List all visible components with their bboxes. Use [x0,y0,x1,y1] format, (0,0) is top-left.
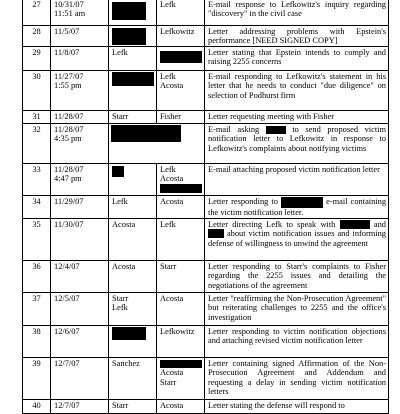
from-cell [109,325,157,357]
table-row [23,292,389,325]
to-cell: Lefk Acosta [157,70,205,110]
row-number: 36 [23,260,51,292]
redaction-block [160,184,202,193]
from-to-cell [109,123,205,163]
to-cell: Lefk Acosta [157,163,205,195]
date-cell: 12/7/07 [51,399,109,413]
description-cell: E-mail asking to send proposed victim notification letter to Lefkowitz in response to Lefkowitz's complaints about notifying victims [205,123,389,163]
table-row [23,195,389,218]
table-row [23,0,389,26]
description-cell: Letter stating that Epstein intends to comply and raising 2255 concerns [205,46,389,70]
to-cell: Acosta [157,399,205,413]
date-cell: 11/30/07 [51,218,109,260]
description-cell: Letter responding to victim notification objections and attaching revised victim notification letter [205,325,389,357]
from-cell [109,26,157,47]
table-row [23,399,389,413]
description-cell: Letter containing signed Affirmation of the Non-Prosecution Agreement and Addendum and requesting a delay in sending victim notification letters [205,357,389,399]
redaction-block [160,51,202,63]
description-cell: Letter responding to Starr's complaints to Fisher regarding the 2255 issues and detailing the negotiations of the agreement [205,260,389,292]
description-cell: E-mail response to Lefkowitz's inquiry regarding "discovery" in the civil case [205,0,389,26]
row-number: 40 [23,399,51,413]
to-cell: Lefkowitz [157,26,205,47]
date-cell: 10/31/07 11:51 am [51,0,109,26]
to-cell [157,46,205,70]
table-row [23,163,389,195]
table-row [23,70,389,110]
row-number: 39 [23,357,51,399]
date-cell: 11/28/07 [51,110,109,123]
date-cell: 11/5/07 [51,26,109,47]
row-number: 30 [23,70,51,110]
row-number: 37 [23,292,51,325]
row-number: 38 [23,325,51,357]
row-number: 28 [23,26,51,47]
to-cell: Starr [157,260,205,292]
from-cell [109,163,157,195]
description-cell: Letter directing Lefk to speak with and about victim notification issues and informing defense of willingness to unwind the agreement [205,218,389,260]
document-table [22,0,389,414]
date-cell: 12/5/07 [51,292,109,325]
date-cell: 12/4/07 [51,260,109,292]
row-number: 31 [23,110,51,123]
table-row [23,46,389,70]
table-row [23,325,389,357]
date-cell: 11/8/07 [51,46,109,70]
to-cell: Acosta [157,292,205,325]
redaction-block [281,197,323,208]
redaction-block [111,125,181,142]
description-cell: Letter addressing problems with Epstein's performance [NEED SIGNED COPY] [205,26,389,47]
row-number: 32 [23,123,51,163]
from-cell: Lefk [109,46,157,70]
table-row [23,357,389,399]
row-number: 27 [23,0,51,26]
description-cell: Letter responding to e-mail containing the victim notification letter. [205,195,389,218]
description-cell: Letter requesting meeting with Fisher [205,110,389,123]
redaction-block [112,166,124,177]
to-cell: Lefkowitz [157,325,205,357]
from-cell: Acosta [109,260,157,292]
table-row [23,26,389,47]
from-cell [109,0,157,26]
from-cell: Lefk [109,195,157,218]
to-cell: Fisher [157,110,205,123]
redaction-block [266,126,286,134]
row-number: 34 [23,195,51,218]
date-cell: 11/27/07 1:55 pm [51,70,109,110]
description-cell: E-mail attaching proposed victim notification letter [205,163,389,195]
redaction-block [112,72,154,86]
date-cell: 11/28/07 4:35 pm [51,123,109,163]
table-row [23,260,389,292]
from-cell: Sanchez [109,357,157,399]
redaction-block [112,28,146,45]
from-cell: Starr [109,399,157,413]
from-cell [109,70,157,110]
date-cell: 12/6/07 [51,325,109,357]
redaction-block [208,229,224,238]
redaction-block [160,360,202,368]
to-cell: Lefk [157,0,205,26]
from-cell: Starr Lefk [109,292,157,325]
table-row [23,218,389,260]
description-cell: Letter "reaffirming the Non-Prosecution Agreement" but reiterating challenges to 2255 and the office's investigation [205,292,389,325]
from-cell: Starr [109,110,157,123]
table-row [23,123,389,163]
row-number: 35 [23,218,51,260]
from-cell: Acosta [109,218,157,260]
redaction-block [340,220,370,229]
table-row [23,110,389,123]
to-cell: Acosta [157,195,205,218]
to-cell: Acosta Starr [157,357,205,399]
description-cell: Letter stating the defense will respond to [205,399,389,413]
row-number: 33 [23,163,51,195]
date-cell: 11/29/07 [51,195,109,218]
date-cell: 11/28/07 4:47 pm [51,163,109,195]
row-number: 29 [23,46,51,70]
description-cell: E-mail responding to Lefkowitz's statement in his letter that he needs to conduct "due diligence" on selection of Podhurst firm [205,70,389,110]
redaction-block [112,327,146,340]
to-cell: Lefk [157,218,205,260]
date-cell: 12/7/07 [51,357,109,399]
redaction-block [112,2,146,20]
